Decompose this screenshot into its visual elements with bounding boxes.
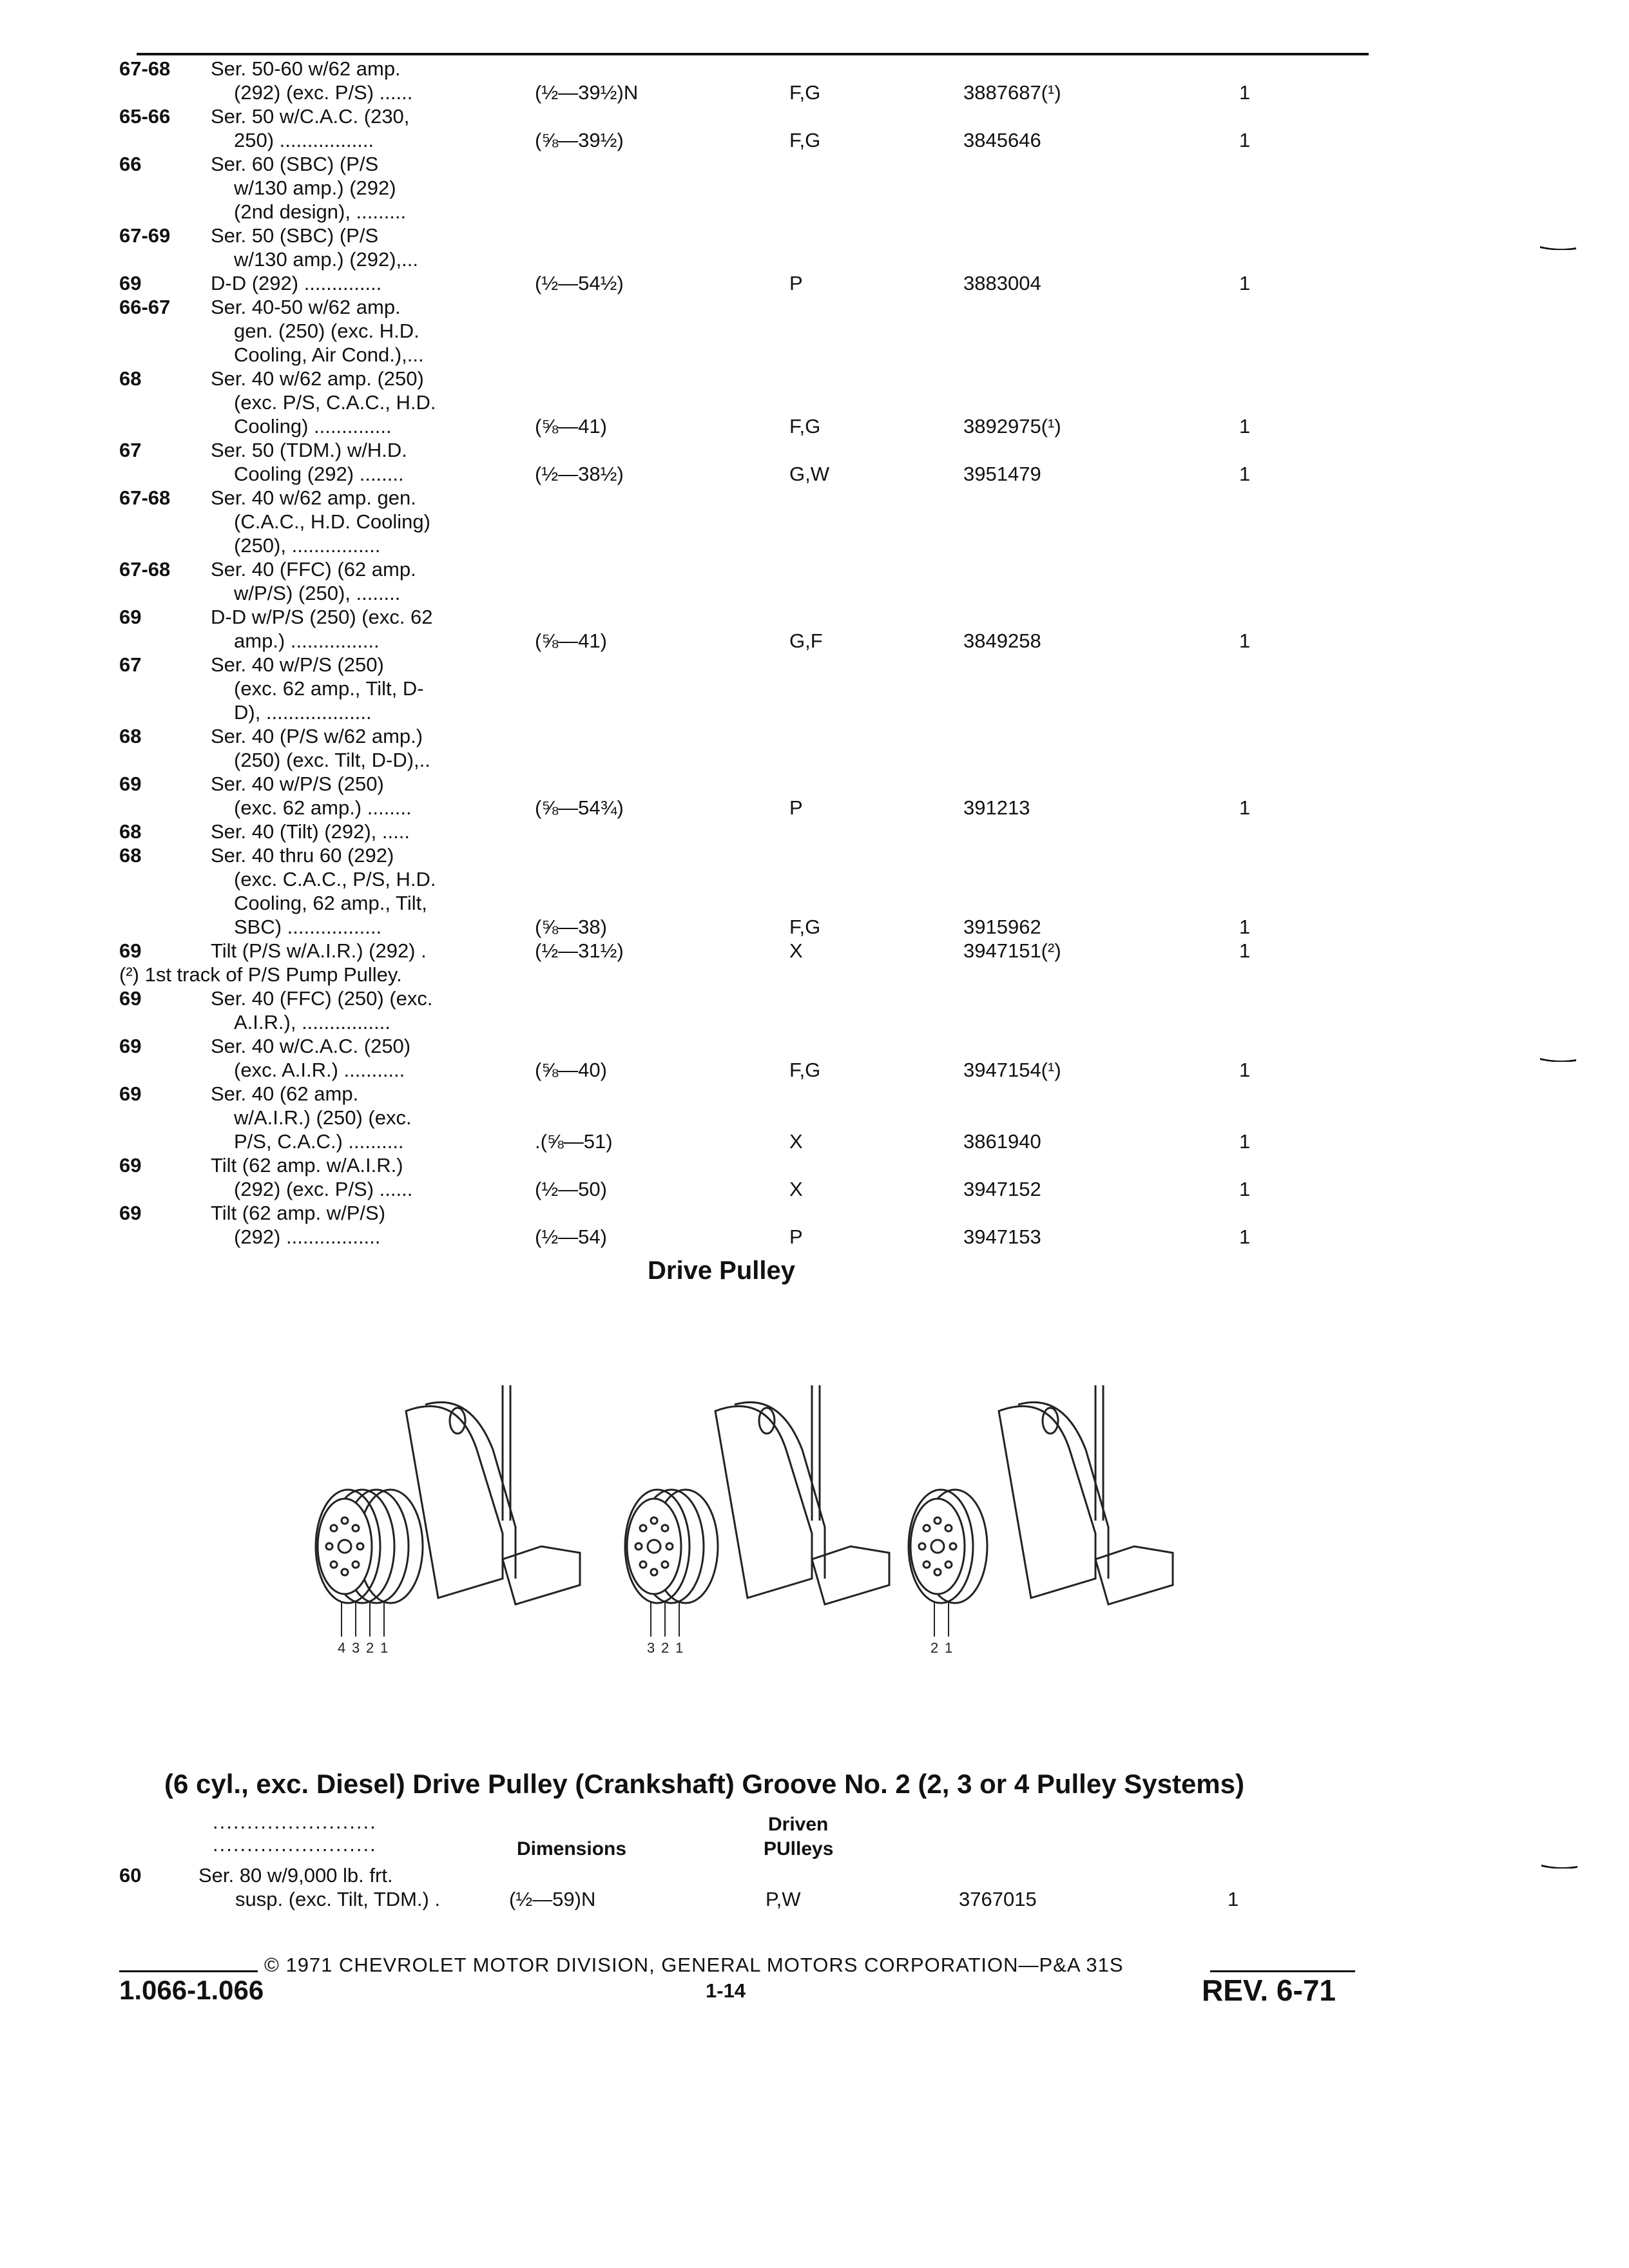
parts-row	[119, 557, 1344, 605]
parts-row	[119, 271, 1344, 295]
dimension: (⅝—40)	[535, 1059, 607, 1081]
model-year: 66	[119, 153, 142, 175]
quantity: 1	[1239, 81, 1251, 104]
groove-label: 2	[661, 1640, 670, 1656]
description-line: Ser. 40 w/P/S (250)	[211, 773, 384, 795]
application-description	[211, 557, 623, 605]
model-year: 69	[119, 272, 142, 294]
part-number: 3951479	[963, 463, 1041, 485]
parts-row	[119, 295, 1344, 367]
driven-pulleys: P	[789, 272, 803, 294]
page-number: 1-14	[706, 1979, 746, 2002]
parts-row	[119, 820, 1344, 843]
driven-pulleys: G,F	[789, 629, 823, 652]
parts-row	[119, 653, 1344, 724]
part-number: 3892975(¹)	[963, 415, 1061, 437]
model-year: 67-68	[119, 57, 171, 80]
quantity: 1	[1239, 272, 1251, 294]
section2-dot-leader-1: ........................	[213, 1811, 377, 1833]
description-line: w/130 amp.) (292)	[234, 177, 396, 199]
description-line: A.I.R.), ................	[234, 1011, 390, 1033]
driven-pulleys: F,G	[789, 916, 821, 938]
application-description	[211, 724, 623, 772]
description-line: Cooling) ..............	[234, 415, 392, 437]
header-pulleys: PUlleys	[764, 1838, 834, 1860]
driven-pulleys: F,G	[789, 1059, 821, 1081]
driven-pulleys: F,G	[789, 129, 821, 151]
parts-table	[119, 57, 1344, 1249]
application-description	[211, 224, 623, 271]
driven-pulleys: F,G	[789, 81, 821, 104]
description-line: (2nd design), .........	[234, 200, 407, 223]
driven-pulleys: G,W	[789, 463, 829, 485]
groove-label: 2	[930, 1640, 939, 1656]
page-code: 1.066-1.066	[119, 1975, 264, 2005]
description-line: Ser. 50 w/C.A.C. (230,	[211, 105, 410, 128]
description-line: w/130 amp.) (292),...	[234, 248, 419, 271]
parts-row	[119, 939, 1344, 963]
model-year: 67-68	[119, 558, 171, 581]
section2-dimension: (½—59)N	[509, 1888, 596, 1910]
description-line: Ser. 50 (TDM.) w/H.D.	[211, 439, 407, 461]
part-number: 3845646	[963, 129, 1041, 151]
dimension: (½—31½)	[535, 939, 624, 962]
quantity: 1	[1239, 1178, 1251, 1200]
footer-rule-left	[119, 1970, 258, 1972]
description-line: Ser. 40 w/P/S (250)	[211, 653, 384, 676]
driven-pulleys: X	[789, 1178, 803, 1200]
description-line: gen. (250) (exc. H.D.	[234, 320, 419, 342]
dimension: (⅝—38)	[535, 916, 607, 938]
parts-row	[119, 772, 1344, 820]
description-line: (exc. A.I.R.) ...........	[234, 1059, 405, 1081]
section2-year: 60	[119, 1864, 142, 1887]
model-year: 69	[119, 1154, 142, 1177]
quantity: 1	[1239, 796, 1251, 819]
description-line: Ser. 40 (Tilt) (292), .....	[211, 820, 410, 843]
description-line: (292) (exc. P/S) ......	[234, 1178, 413, 1200]
model-year: 68	[119, 820, 142, 843]
quantity: 1	[1239, 939, 1251, 962]
parts-row	[119, 724, 1344, 772]
part-number: 3861940	[963, 1130, 1041, 1153]
parts-row	[119, 605, 1344, 653]
description-line: (exc. P/S, C.A.C., H.D.	[234, 391, 436, 414]
dimension: (½—38½)	[535, 463, 624, 485]
description-line: D), ...................	[234, 701, 372, 724]
description-line: Tilt (62 amp. w/P/S)	[211, 1202, 386, 1224]
model-year: 69	[119, 773, 142, 795]
groove-label: 2	[366, 1640, 374, 1656]
description-line: Ser. 40-50 w/62 amp.	[211, 296, 401, 318]
pulley-drawing	[625, 1385, 889, 1656]
description-line: amp.) ................	[234, 629, 380, 652]
description-line: Ser. 50 (SBC) (P/S	[211, 224, 379, 247]
driven-pulleys: F,G	[789, 415, 821, 437]
part-number: 3947154(¹)	[963, 1059, 1061, 1081]
dimension: (⅝—39½)	[535, 129, 624, 151]
driven-pulleys: P	[789, 796, 803, 819]
application-description	[211, 986, 623, 1034]
quantity: 1	[1239, 129, 1251, 151]
parts-row	[119, 1034, 1344, 1082]
parts-row	[119, 486, 1344, 557]
application-description	[211, 486, 623, 557]
driven-pulleys: X	[789, 1130, 803, 1153]
description-line: (292) .................	[234, 1225, 381, 1248]
description-line: (250) (exc. Tilt, D-D),..	[234, 749, 430, 771]
model-year: 67-68	[119, 486, 171, 509]
top-rule	[137, 53, 1369, 55]
description-line: Ser. 40 w/62 amp. (250)	[211, 367, 424, 390]
quantity: 1	[1239, 1059, 1251, 1081]
parts-row	[119, 57, 1344, 104]
groove-label: 3	[352, 1640, 360, 1656]
parts-row	[119, 438, 1344, 486]
description-line: Ser. 40 (P/S w/62 amp.)	[211, 725, 423, 747]
dimension: .(⅝—51)	[535, 1130, 613, 1153]
model-year: 69	[119, 939, 142, 962]
section2-dot-leader-2: ........................	[213, 1833, 377, 1856]
quantity: 1	[1239, 1225, 1251, 1248]
description-line: Ser. 40 (FFC) (250) (exc.	[211, 987, 433, 1010]
parts-row	[119, 986, 1344, 1034]
model-year: 67	[119, 439, 142, 461]
groove-label: 1	[945, 1640, 953, 1656]
part-number: 3887687(¹)	[963, 81, 1061, 104]
dimension: (½—54½)	[535, 272, 624, 294]
model-year: 67	[119, 653, 142, 676]
parts-row	[119, 1082, 1344, 1153]
model-year: 69	[119, 1202, 142, 1224]
part-number: 3947151(²)	[963, 939, 1061, 962]
description-line: Cooling, Air Cond.),...	[234, 343, 424, 366]
part-number: 3883004	[963, 272, 1041, 294]
driven-pulleys: X	[789, 939, 803, 962]
application-description	[211, 653, 623, 724]
model-year: 68	[119, 725, 142, 747]
section2-quantity: 1	[1228, 1888, 1239, 1910]
groove-label: 4	[338, 1640, 346, 1656]
section2-title: (6 cyl., exc. Diesel) Drive Pulley (Crankshaft) Groove No. 2 (2, 3 or 4 Pulley Systems)	[164, 1769, 1245, 1799]
parts-row	[119, 152, 1344, 224]
section2-grooves: P,W	[766, 1888, 801, 1910]
model-year: 68	[119, 367, 142, 390]
footer-rule-right	[1210, 1970, 1355, 1972]
part-number: 3849258	[963, 629, 1041, 652]
groove-label: 1	[380, 1640, 389, 1656]
description-line: Ser. 40 (62 amp.	[211, 1082, 359, 1105]
pulley-drawing	[316, 1385, 580, 1656]
description-line: (292) (exc. P/S) ......	[234, 81, 413, 104]
model-year: 67-69	[119, 224, 171, 247]
description-line: Cooling, 62 amp., Tilt,	[234, 892, 427, 914]
dimension: (⅝—41)	[535, 415, 607, 437]
description-line: (C.A.C., H.D. Cooling)	[234, 510, 430, 533]
section2-desc-line2: susp. (exc. Tilt, TDM.) .	[235, 1888, 441, 1910]
dimension: (⅝—54¾)	[535, 796, 624, 819]
application-description	[211, 295, 623, 367]
model-year: 66-67	[119, 296, 171, 318]
drive-pulley-illustration	[309, 1366, 1250, 1688]
part-number: 3947153	[963, 1225, 1041, 1248]
revision-label: REV. 6-71	[1202, 1974, 1336, 2007]
part-number: 3947152	[963, 1178, 1041, 1200]
application-description	[211, 152, 623, 224]
header-driven: Driven	[768, 1814, 829, 1835]
description-line: w/A.I.R.) (250) (exc.	[234, 1106, 412, 1129]
dimension: (½—39½)N	[535, 81, 639, 104]
model-year: 65-66	[119, 105, 171, 128]
quantity: 1	[1239, 629, 1251, 652]
part-number: 3915962	[963, 916, 1041, 938]
quantity: 1	[1239, 916, 1251, 938]
driven-pulleys: P	[789, 1225, 803, 1248]
parts-row	[119, 367, 1344, 438]
model-year: 69	[119, 1035, 142, 1057]
margin-mark-3	[1541, 1863, 1577, 1869]
description-line: (250), ................	[234, 534, 381, 557]
model-year: 69	[119, 606, 142, 628]
quantity: 1	[1239, 463, 1251, 485]
quantity: 1	[1239, 1130, 1251, 1153]
description-line: SBC) .................	[234, 916, 382, 938]
description-line: (exc. 62 amp., Tilt, D-	[234, 677, 424, 700]
parts-row	[119, 1201, 1344, 1249]
part-number: 391213	[963, 796, 1030, 819]
description-line: Ser. 50-60 w/62 amp.	[211, 57, 401, 80]
quantity: 1	[1239, 415, 1251, 437]
section-heading: Drive Pulley	[648, 1256, 796, 1285]
section2-desc-line1: Ser. 80 w/9,000 lb. frt.	[198, 1864, 393, 1887]
description-line: P/S, C.A.C.) ..........	[234, 1130, 404, 1153]
description-line: 250) .................	[234, 129, 374, 151]
description-line: D-D (292) ..............	[211, 272, 382, 294]
groove-label: 1	[675, 1640, 684, 1656]
description-line: (exc. 62 amp.) ........	[234, 796, 412, 819]
application-description	[211, 820, 623, 843]
description-line: D-D w/P/S (250) (exc. 62	[211, 606, 433, 628]
description-line: Tilt (62 amp. w/A.I.R.)	[211, 1154, 403, 1177]
dimension: (½—54)	[535, 1225, 607, 1248]
description-line: Ser. 40 thru 60 (292)	[211, 844, 394, 867]
margin-mark-2	[1540, 1057, 1576, 1062]
section2-part-number: 3767015	[959, 1888, 1037, 1910]
description-line: (exc. C.A.C., P/S, H.D.	[234, 868, 436, 890]
description-line: (²) 1st track of P/S Pump Pulley.	[119, 963, 402, 986]
model-year: 68	[119, 844, 142, 867]
pulley-drawing	[909, 1385, 1173, 1656]
description-line: w/P/S) (250), ........	[234, 582, 401, 604]
description-line: Tilt (P/S w/A.I.R.) (292) .	[211, 939, 427, 962]
description-line: Ser. 60 (SBC) (P/S	[211, 153, 379, 175]
application-description	[119, 963, 532, 986]
groove-label: 3	[647, 1640, 655, 1656]
margin-mark-1	[1540, 245, 1576, 250]
parts-row	[119, 104, 1344, 152]
description-line: Cooling (292) ........	[234, 463, 404, 485]
dimension: (⅝—41)	[535, 629, 607, 652]
description-line: Ser. 40 w/62 amp. gen.	[211, 486, 416, 509]
description-line: Ser. 40 w/C.A.C. (250)	[211, 1035, 411, 1057]
parts-row	[119, 963, 1344, 986]
parts-row	[119, 843, 1344, 939]
model-year: 69	[119, 987, 142, 1010]
parts-row	[119, 224, 1344, 271]
header-dimensions: Dimensions	[517, 1838, 627, 1860]
copyright-notice: © 1971 CHEVROLET MOTOR DIVISION, GENERAL MOTORS CORPORATION—P&A 31S	[264, 1954, 1124, 1976]
dimension: (½—50)	[535, 1178, 607, 1200]
description-line: Ser. 40 (FFC) (62 amp.	[211, 558, 416, 581]
parts-row	[119, 1153, 1344, 1201]
model-year: 69	[119, 1082, 142, 1105]
